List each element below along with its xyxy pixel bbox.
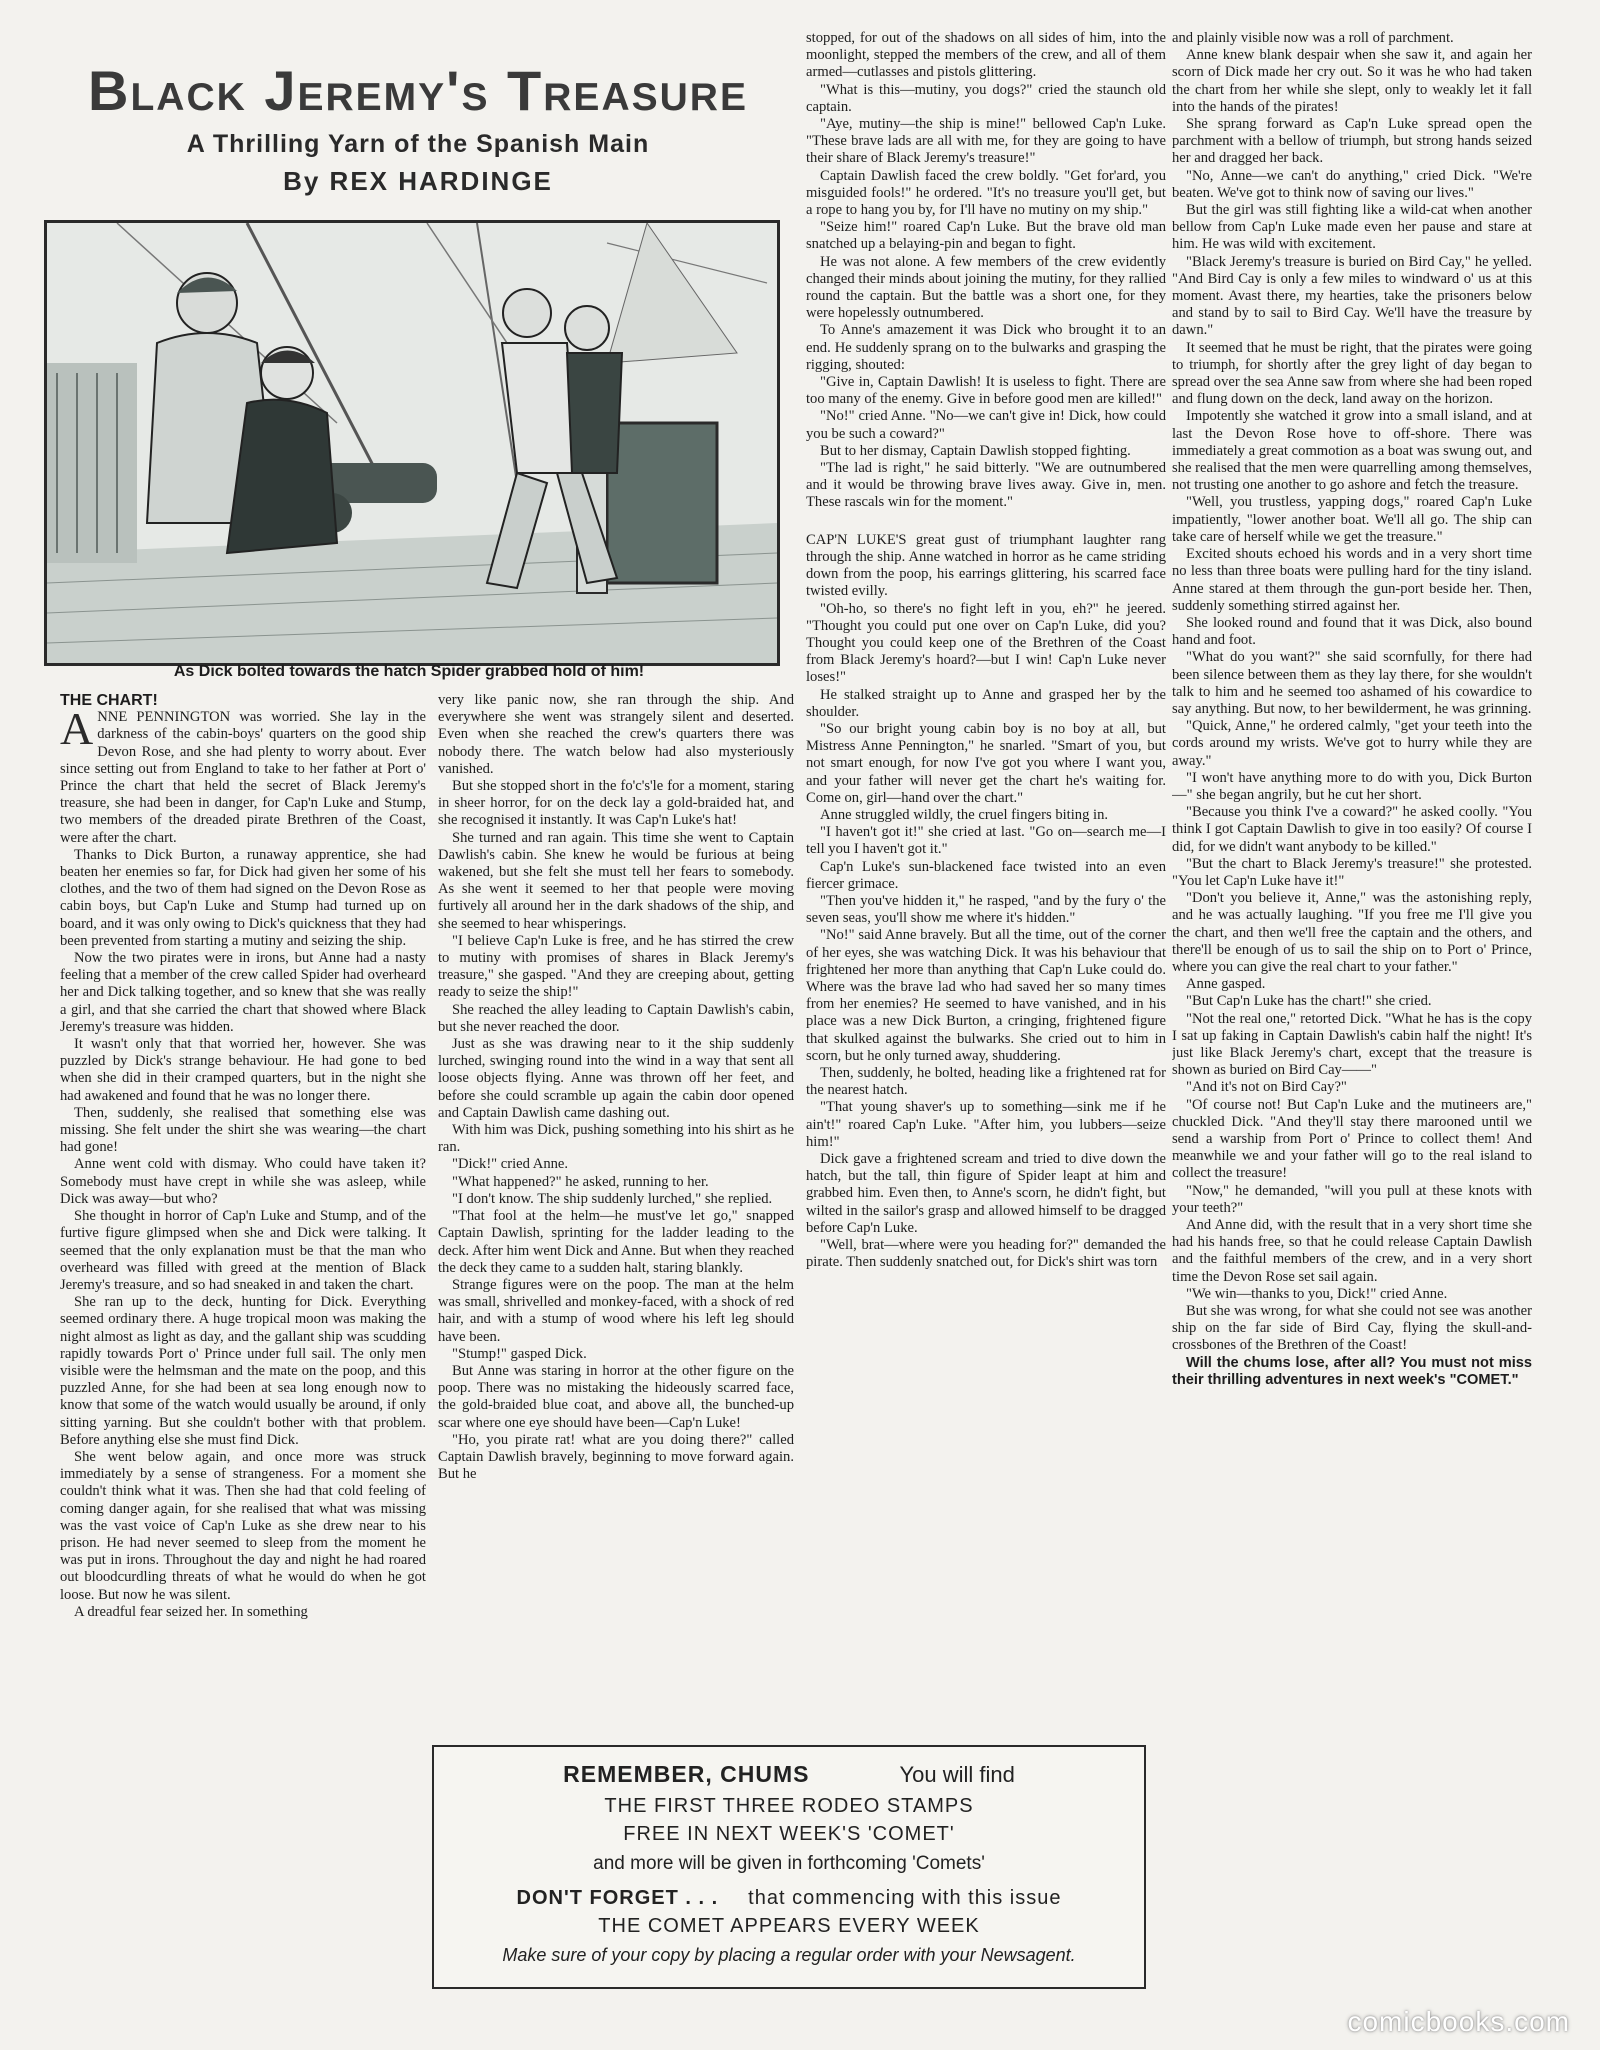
paragraph: "Well, brat—where were you heading for?" demanded the pirate. Then suddenly snatched out, for Dick's shirt was torn — [806, 1237, 1166, 1271]
paragraph: Anne went cold with dismay. Who could have taken it? Somebody must have crept in while she was asleep, while Dick was away—but who? — [60, 1156, 426, 1207]
column-1 — [60, 692, 426, 1992]
paragraph: He was not alone. A few members of the crew evidently changed their minds about joining the mutiny, for they rallied round the captain. But the battle was a short one, for they were hopelessly outnumbered. — [806, 253, 1166, 322]
paragraph: Captain Dawlish faced the crew boldly. "Get for'ard, you misguided fools!" he ordered. "It's no treasure you'll get, but a rope to hang you by, for I'll have no mutiny on my ship." — [806, 167, 1166, 219]
paragraph: Strange figures were on the poop. The man at the helm was small, shrivelled and monkey-faced, with a shock of red hair, and with a stump of wood where his left leg should have been. — [438, 1276, 794, 1345]
paragraph: "Not the real one," retorted Dick. "What he has is the copy I sat up faking in Captain Dawlish's cabin half the night! It's just like Black Jeremy's chart, except that the treasure is shown as buried on Bird Cay——" — [1172, 1010, 1532, 1079]
story-illustration — [44, 220, 780, 666]
paragraph: "Well, you trustless, yapping dogs," roared Cap'n Luke impatiently, "lower another boat. We'll all go. The ship can take care of herself while we get the treasure." — [1172, 494, 1532, 545]
advert-line-4: and more will be given in forthcoming 'Comets' — [593, 1853, 985, 1874]
paragraph: But she was wrong, for what she could not see was another ship on the far side of Bird Cay, flying the skull-and-crossbones of the Brethren of the Coast! — [1172, 1303, 1532, 1354]
paragraph: "What do you want?" she said scornfully, for there had been silence between them as they lay there, for she wouldn't talk to him and he seemed too ashamed of his cowardice to say anything. But now, to her bewilderment, he was grinning. — [1172, 649, 1532, 717]
paragraph: Then, suddenly, he bolted, heading like a frightened rat for the nearest hatch. — [806, 1064, 1166, 1099]
paragraph: Impotently she watched it grow into a small island, and at last the Devon Rose hove to off-shore. There was immediately a great commotion as a boat was swung out, and she realised that the men were quarrelling among themselves, not trusting one another to go ashore and fetch the treasure. — [1172, 408, 1532, 494]
advert-line-5: DON'T FORGET . . . that commencing with this issue — [516, 1887, 1062, 1909]
paragraph: "What happened?" he asked, running to her. — [452, 1173, 709, 1190]
paragraph: But the girl was still fighting like a wild-cat when another bellow from Cap'n Luke made even her pause and stare at him. He was wild with excitement. — [1172, 202, 1532, 253]
paragraph: "But the chart to Black Jeremy's treasure!" she protested. "You let Cap'n Luke have it!" — [1172, 855, 1532, 889]
paragraph: "Oh-ho, so there's no fight left in you, eh?" he jeered. "Thought you could put one over on Cap'n Luke, did you? Thought you could keep one of the Brethren of the Coast from Black Jeremy's hoard?—but I win! Cap'n Luke never loses!" — [806, 600, 1166, 686]
paragraph: But Anne was staring in horror at the other figure on the poop. There was no mistaking the hideously scarred face, the gold-braided blue coat, and above all, the bunched-up scar where one eye should have been—Cap'n Luke! — [438, 1362, 794, 1431]
advert-line-3: FREE IN NEXT WEEK'S 'COMET' — [623, 1823, 955, 1845]
paragraph: "And it's not on Bird Cay?" — [1186, 1079, 1347, 1096]
paragraph: "Give in, Captain Dawlish! It is useless to fight. There are too many of the enemy. Give in before good men are killed!" — [806, 374, 1166, 408]
paragraph: "No, Anne—we can't do anything," cried Dick. "We're beaten. We've got to think now of saving our lives." — [1172, 167, 1532, 201]
story-title: Black Jeremy's Treasure — [88, 59, 748, 122]
paragraph: He stalked straight up to Anne and grasped her by the shoulder. — [806, 686, 1166, 720]
paragraph: Anne struggled wildly, the cruel fingers biting in. — [820, 806, 1109, 823]
paragraph: "Aye, mutiny—the ship is mine!" bellowed Cap'n Luke. "These brave lads are all with me, for they are going to have their share of Black Jeremy's treasure!" — [806, 116, 1166, 167]
advert-line-2: THE FIRST THREE RODEO STAMPS — [604, 1795, 974, 1817]
paragraph: "So our bright young cabin boy is no boy at all, but Mistress Anne Pennington," he snarled. "Smart of you, but not smart enough, for now I've got you where I want you, and your father will never get the chart he's waiting for. Come on, girl—hand over the chart." — [806, 720, 1166, 806]
paragraph: She ran up to the deck, hunting for Dick. Everything seemed ordinary there. A huge tropical moon was making the night almost as light as day, and the gallant ship was scudding rapidly towards Port o' Prince under full sail. The only men visible were the helmsman and the mate on the poop, and this puzzled Anne, for she had been at sea long enough now to know that some of the watch would usually be around, if only sitting yarning. But she couldn't bother with that problem. Before anything else she must find Dick. — [60, 1294, 426, 1448]
paragraph: She went below again, and once more was struck immediately by a sense of strangeness. For a moment she couldn't think what it was. Then she had that cold feeling of coming danger again, for she realised that what was missing was the vast voice of Cap'n Luke as she drew near to his prison. He had never seemed to sleep from the moment he was put in irons. Throughout the day and night he had roared out bloodcurdling threats of what he would do when he got loose. But now he was silent. — [60, 1448, 426, 1603]
drop-cap: A — [60, 703, 94, 755]
section-heading: THE CHART! — [60, 692, 158, 709]
paragraph: "Now," he demanded, "will you pull at these knots with your teeth?" — [1172, 1182, 1532, 1216]
paragraph: It wasn't only that that worried her, however. She was puzzled by Dick's strange behaviour. He had gone to bed when she did in their cramped quarters, but in the night she had awakened and found that he was no longer there. — [60, 1036, 426, 1104]
paragraph: and plainly visible now was a roll of parchment. — [1172, 30, 1454, 46]
paragraph: "Because you think I've a coward?" he asked coolly. "You think I got Captain Dawlish to give in too easily? Of course I did, for we didn't want anybody to be killed." — [1172, 804, 1532, 855]
paragraph: "The lad is right," he said bitterly. "We are outnumbered and it would be throwing brave lives away. Give in, men. These rascals win for the moment." — [806, 460, 1166, 511]
paragraph: "Ho, you pirate rat! what are you doing there?" called Captain Dawlish bravely, beginning to move forward again. But he — [438, 1431, 794, 1483]
paragraph: Thanks to Dick Burton, a runaway apprentice, she had beaten her enemies so far, for Dick had given her some of his clothes, and the two of them had signed on the Devon Rose as cabin boys, but Cap'n Luke and Stump had turned up on board, and it was only owing to Dick's quickness that they had been prevented from starting a mutiny and seizing the ship. — [60, 846, 426, 949]
paragraph: Then, suddenly, she realised that something else was missing. She felt under the shirt she was wearing—the chart had gone! — [60, 1104, 426, 1156]
paragraph: And Anne did, with the result that in a very short time she had his hands free, so that he could release Captain Dawlish and the faithful members of the crew, and in a very short time the Devon Rose set sail again. — [1172, 1217, 1532, 1285]
paragraph: But to her dismay, Captain Dawlish stopped fighting. — [820, 442, 1131, 459]
comet-advert-box — [432, 1745, 1146, 1989]
paragraph: Now the two pirates were in irons, but Anne had a nasty feeling that a member of the crew called Spider had overheard her and Dick talking together, and so knew that she was really a girl, and that she carried the chart that showed where Black Jeremy's treasure was hidden. — [60, 950, 426, 1035]
paragraph: "Stump!" gasped Dick. — [452, 1345, 587, 1362]
paragraph: To Anne's amazement it was Dick who brought it to an end. He suddenly sprang on to the bulwarks and grasping the rigging, shouted: — [806, 322, 1166, 373]
paragraph: But she stopped short in the fo'c's'le for a moment, staring in sheer horror, for on the deck lay a gold-braided hat, and she recognised it instantly. It was Cap'n Luke's hat! — [438, 778, 794, 829]
paragraph: "I haven't got it!" she cried at last. "Go on—search me—I tell you I haven't got it." — [806, 824, 1166, 858]
paragraph: "Don't you believe it, Anne," was the astonishing reply, and he was actually laughing. "If you free me I'll give you the chart, and then we'll free the captain and the others, and there'll be enough of us to sail the ship on to Port o' Prince, where you can give the real chart to your father." — [1172, 890, 1532, 975]
paragraph: "Dick!" cried Anne. — [452, 1156, 569, 1173]
paragraph: She turned and ran again. This time she went to Captain Dawlish's cabin. She knew he would be furious at being wakened, but she felt she must tell her fears to somebody. As she went it seemed to her that people were moving furtively all around her in the dark shadows of the ship, and she seemed to hear whisperings. — [438, 829, 794, 932]
paragraph: Excited shouts echoed his words and in a very short time no less than three boats were pulling hard for the tiny island. Anne stared at them through the gun-port beside her. Then, suddenly something stirred against her. — [1172, 546, 1532, 614]
paragraph: "Seize him!" roared Cap'n Luke. But the brave old man snatched up a belaying-pin and began to fight. — [806, 219, 1166, 253]
story-ending: Will the chums lose, after all? You must not miss their thrilling adventures in next week's "COMET." — [1172, 1354, 1532, 1388]
paragraph: "I don't know. The ship suddenly lurched," she replied. — [452, 1190, 773, 1207]
paragraph: Cap'n Luke's sun-blackened face twisted into an even fiercer grimace. — [806, 858, 1166, 892]
paragraph: stopped, for out of the shadows on all sides of him, into the moonlight, stepped the members of the crew, and all of them armed—cutlasses and pistols glittering. — [806, 30, 1166, 81]
ship-deck-illustration — [47, 223, 777, 663]
advert-line-6: THE COMET APPEARS EVERY WEEK — [598, 1915, 980, 1937]
paragraph: Just as she was drawing near to it the ship suddenly lurched, swinging round into the wind in a way that sent all loose objects flying. Anne was thrown off her feet, and before she could scramble up again the cabin door opened and Captain Dawlish came dashing out. — [438, 1036, 794, 1121]
paragraph: "What is this—mutiny, you dogs?" cried the staunch old captain. — [806, 81, 1166, 115]
paragraph: very like panic now, she ran through the ship. And everywhere she went was strangely silent and deserted. Even when she reached the crew's quarters there was nobody there. The watch below had also mysteriously vanished. — [438, 692, 794, 777]
paragraph: "But Cap'n Luke has the chart!" she cried. — [1186, 993, 1432, 1010]
column-4 — [1172, 30, 1532, 2010]
paragraph: "Then you've hidden it," he rasped, "and by the fury o' the seven seas, you'll show me where it's hidden." — [806, 892, 1166, 927]
paragraph: She looked round and found that it was Dick, also bound hand and foot. — [1172, 614, 1532, 649]
paragraph: "No!" cried Anne. "No—we can't give in! Dick, how could you be such a coward?" — [806, 408, 1166, 442]
column-3 — [806, 30, 1166, 1720]
paragraph: With him was Dick, pushing something into his shirt as he ran. — [438, 1122, 794, 1156]
paragraph: "Black Jeremy's treasure is buried on Bird Cay," he yelled. "And Bird Cay is only a few miles to windward o' us at this moment. Avast there, my hearties, take the prisoners below and stand by to sail to Bird Cay. We'll have the treasure by dawn." — [1172, 253, 1532, 339]
advert-line-7: Make sure of your copy by placing a regular order with your Newsagent. — [502, 1945, 1076, 1965]
paragraph: "We win—thanks to you, Dick!" cried Anne. — [1186, 1285, 1448, 1302]
paragraph: Dick gave a frightened scream and tried to dive down the hatch, but the tall, thin figure of Spider leapt at him and grabbed him. Even then, to Anne's scorn, he didn't fight, but wilted in the sailor's grasp and allowed himself to be dragged before Cap'n Luke. — [806, 1151, 1166, 1236]
paragraph: "Of course not! But Cap'n Luke and the mutineers are," chuckled Dick. "And they'll stay there marooned until we send a warship from Port o' Prince to collect them! And meanwhile we and your father will go to the real island to collect the treasure! — [1172, 1096, 1532, 1182]
advert-line-1: REMEMBER, CHUMS You will find — [563, 1761, 1015, 1787]
paragraph: It seemed that he must be right, that the pirates were going to triumph, for shortly after the grey light of day began to spread over the sea Anne saw from where she had been roped and flung down on the deck, land away on the horizon. — [1172, 339, 1532, 408]
story-subtitle: A Thrilling Yarn of the Spanish Main — [186, 130, 650, 158]
paragraph: Anne knew blank despair when she saw it, and again her scorn of Dick made her cry out. So it was he who had taken the chart from her while she slept, only to weakly let it fall into the hands of the pirates! — [1172, 47, 1532, 115]
paragraph: "I believe Cap'n Luke is free, and he has stirred the crew to mutiny with promises of shares in Black Jeremy's treasure," she gasped. "And they are creeping about, getting ready to seize the ship!" — [438, 932, 794, 1001]
story-byline: By REX HARDINGE — [283, 166, 553, 196]
paragraph: "No!" said Anne bravely. But all the time, out of the corner of her eyes, she was watching Dick. It was his behaviour that frightened her more than anything that Cap'n Luke could do. Where was the brave lad who had saved her so many times from her enemies? He seemed to have vanished, and in his place was a new Dick Burton, a cringing, frightened figure that skulked against the bulwarks. She cried out to him in scorn, but he only turned away, shuddering. — [806, 927, 1166, 1064]
paragraph: CAP'N LUKE'S great gust of triumphant laughter rang through the ship. Anne watched in horror as he came striding down from the poop, his earrings glittering, his scarred face twisted evilly. — [806, 531, 1166, 600]
paragraph: "That fool at the helm—he must've let go," snapped Captain Dawlish, sprinting for the ladder leading to the deck. After him went Dick and Anne. But when they reached the deck they came to a sudden halt, staring blankly. — [438, 1208, 794, 1276]
paragraph: "Quick, Anne," he ordered calmly, "get your teeth into the cords around my wrists. We've got to hurry while they are away." — [1172, 718, 1532, 769]
paragraph: ANNE PENNINGTON was worried. She lay in the darkness of the cabin-boys' quarters on the good ship Devon Rose, and she had plenty to worry about. Ever since setting out from England to take to her father at Port o' Prince the chart that held the secret of Black Jeremy's treasure, she had been in danger, for Cap'n Luke and Stump, two members of the dreaded pirate Brethren of the Coast, were after the chart. — [60, 703, 426, 846]
paragraph: A dreadful fear seized her. In something — [74, 1603, 308, 1620]
paragraph: She reached the alley leading to Captain Dawlish's cabin, but she never reached the door. — [438, 1001, 794, 1035]
paragraph: Anne gasped. — [1186, 976, 1266, 993]
paragraph: "That young shaver's up to something—sink me if he ain't!" roared Cap'n Luke. "After him, you lubbers—seize him!" — [806, 1099, 1166, 1150]
paragraph: She sprang forward as Cap'n Luke spread open the parchment with a bellow of triumph, but strong hands seized her and dragged her back. — [1172, 116, 1532, 167]
paragraph: "I won't have anything more to do with you, Dick Burton—" she began angrily, but he cut her short. — [1172, 769, 1532, 803]
illustration-caption: As Dick bolted towards the hatch Spider grabbed hold of him! — [173, 663, 645, 680]
site-watermark: comicbooks.com — [1347, 2006, 1570, 2037]
paragraph: She thought in horror of Cap'n Luke and Stump, and of the furtive figure glimpsed when she and Dick were talking. It seemed that the only explanation must be that the man who overheard was filled with greed at the mention of Black Jeremy's treasure, and so had sneaked in and taken the chart. — [60, 1208, 426, 1293]
